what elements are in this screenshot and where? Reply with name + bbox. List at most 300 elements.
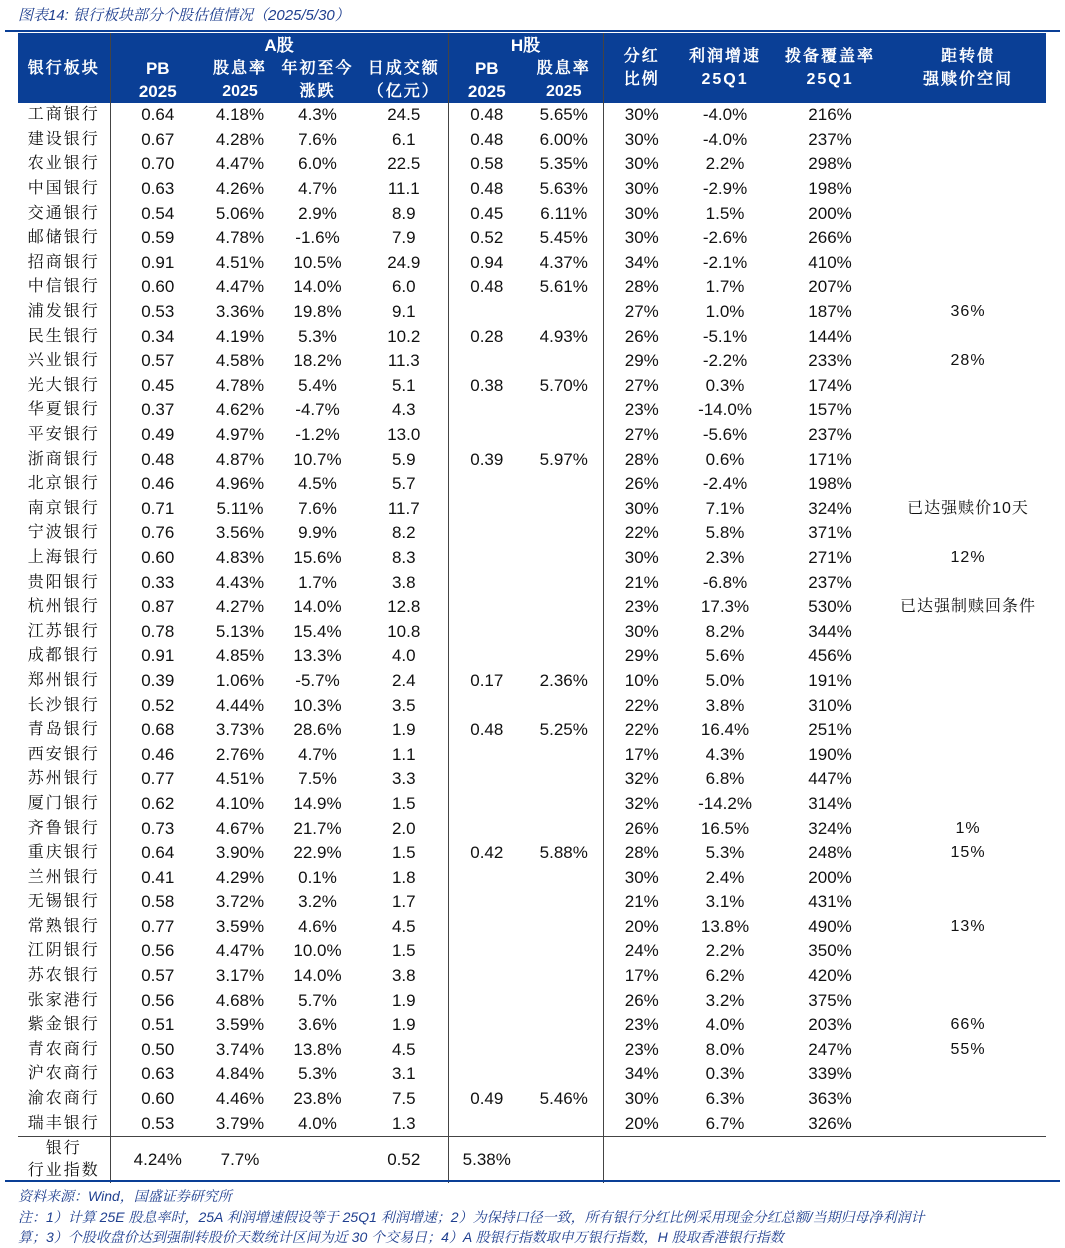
- cell-bank: 交通银行: [18, 201, 110, 226]
- cell-a-div: 4.28%: [215, 129, 265, 149]
- cell-distance: 55%: [950, 1040, 986, 1058]
- cell-bank: 工商银行: [18, 103, 110, 128]
- table-row: [18, 103, 1046, 128]
- cell-a-div: 4.62%: [215, 400, 265, 420]
- summary-payout: [603, 1136, 680, 1183]
- cell-a-ytd: 7.6%: [298, 498, 337, 518]
- cell-payout: 21%: [624, 892, 659, 912]
- cell-profit: -4.0%: [702, 105, 748, 125]
- cell-coverage: 339%: [808, 1064, 852, 1084]
- summary-coverage: [770, 1136, 890, 1183]
- cell-bank: 兴业银行: [18, 349, 110, 374]
- cell-a-div: 4.85%: [215, 646, 265, 666]
- cell-distance: [890, 128, 1046, 153]
- cell-profit: -14.2%: [698, 793, 752, 813]
- cell-payout: 26%: [624, 818, 659, 838]
- cell-h-div: [525, 398, 603, 423]
- cell-bank: 邮储银行: [18, 226, 110, 251]
- cell-bank: 青岛银行: [18, 718, 110, 743]
- cell-profit: 13.8%: [700, 916, 750, 936]
- header-distance: [890, 33, 1046, 103]
- cell-h-div: [525, 767, 603, 792]
- cell-bank: 长沙银行: [18, 693, 110, 718]
- cell-a-div: 2.76%: [215, 744, 265, 764]
- cell-h-pb: [448, 693, 525, 718]
- cell-coverage: 237%: [808, 129, 852, 149]
- cell-distance: [890, 1087, 1046, 1112]
- cell-h-div: 6.00%: [525, 128, 603, 153]
- cell-profit: -2.6%: [702, 228, 748, 248]
- cell-h-div: [525, 546, 603, 571]
- cell-a-ytd: 14.0%: [293, 597, 342, 617]
- cell-bank: 江阴银行: [18, 939, 110, 964]
- cell-a-ytd: 4.0%: [298, 1113, 337, 1133]
- cell-a-ytd: 9.9%: [298, 523, 337, 543]
- cell-a-vol: 4.5: [360, 915, 448, 940]
- table-row: [18, 546, 1046, 571]
- cell-a-ytd: 10.5%: [293, 252, 342, 272]
- header-h-pb-l1: PB: [474, 59, 499, 78]
- cell-h-div: 5.25%: [525, 718, 603, 743]
- cell-coverage: 237%: [808, 425, 852, 445]
- cell-payout: 34%: [624, 252, 659, 272]
- table-row: [18, 128, 1046, 153]
- cell-profit: -2.9%: [702, 179, 748, 199]
- table-row: [18, 792, 1046, 817]
- cell-a-vol: 1.9: [360, 988, 448, 1013]
- cell-a-pb: 0.46: [141, 744, 175, 764]
- table-row: [18, 767, 1046, 792]
- cell-a-div: 3.90%: [215, 843, 265, 863]
- cell-a-pb: 0.76: [141, 523, 175, 543]
- cell-bank: 齐鲁银行: [18, 816, 110, 841]
- cell-h-div: [525, 423, 603, 448]
- cell-a-vol: 12.8: [360, 595, 448, 620]
- cell-payout: 28%: [624, 449, 659, 469]
- cell-payout: 17%: [624, 966, 659, 986]
- cell-a-pb: 0.63: [141, 179, 175, 199]
- cell-profit: -6.8%: [702, 572, 748, 592]
- cell-payout: 30%: [624, 498, 659, 518]
- cell-a-ytd: -4.7%: [295, 400, 340, 420]
- summary-distance: [890, 1136, 1046, 1183]
- cell-a-pb: 0.70: [141, 154, 175, 174]
- cell-a-ytd: 19.8%: [293, 302, 342, 322]
- cell-a-pb: 0.53: [141, 1113, 175, 1133]
- cell-h-pb: [448, 644, 525, 669]
- table-row: [18, 521, 1046, 546]
- cell-coverage: 410%: [808, 252, 852, 272]
- cell-a-ytd: 18.2%: [293, 351, 342, 371]
- table-row: [18, 693, 1046, 718]
- cell-h-div: [525, 939, 603, 964]
- header-a-div: [205, 57, 275, 103]
- cell-a-pb: 0.64: [141, 843, 175, 863]
- cell-payout: 28%: [624, 843, 659, 863]
- cell-h-div: 6.11%: [525, 201, 603, 226]
- cell-h-div: [525, 595, 603, 620]
- table-row: [18, 472, 1046, 497]
- table-row: [18, 177, 1046, 202]
- cell-a-vol: 3.1: [360, 1062, 448, 1087]
- footnote-line-1: 注：1）计算 25E 股息率时，25A 利润增速假设等于 25Q1 利润增速；2）为保持口径一致，所有银行分红比例采用现金分红总额/当期归母净利润计: [18, 1209, 925, 1225]
- cell-bank: 浙商银行: [18, 447, 110, 472]
- cell-distance: [890, 865, 1046, 890]
- cell-profit: 4.3%: [705, 744, 745, 764]
- cell-a-ytd: 6.0%: [298, 154, 337, 174]
- cell-coverage: 248%: [808, 843, 852, 863]
- cell-h-pb: [448, 792, 525, 817]
- cell-profit: -5.6%: [702, 425, 748, 445]
- summary-h-pb: 5.38%: [448, 1136, 525, 1183]
- cell-distance: 66%: [950, 1016, 986, 1034]
- cell-bank: 建设银行: [18, 128, 110, 153]
- cell-a-div: 1.06%: [215, 670, 265, 690]
- cell-a-div: 4.18%: [215, 105, 265, 125]
- cell-payout: 26%: [624, 474, 659, 494]
- cell-payout: 30%: [624, 203, 659, 223]
- cell-a-ytd: 5.3%: [298, 1064, 337, 1084]
- cell-a-pb: 0.37: [141, 400, 175, 420]
- cell-payout: 34%: [624, 1064, 659, 1084]
- summary-label-l1: 银行: [45, 1139, 82, 1157]
- cell-a-vol: 2.4: [360, 669, 448, 694]
- header-distance-l1: 距转债: [941, 48, 996, 65]
- cell-a-pb: 0.39: [141, 670, 175, 690]
- cell-bank: 厦门银行: [18, 792, 110, 817]
- cell-a-ytd: 14.0%: [293, 966, 342, 986]
- cell-coverage: 456%: [808, 646, 852, 666]
- cell-coverage: 490%: [808, 916, 852, 936]
- cell-distance: [890, 718, 1046, 743]
- summary-label-l2: 行业指数: [27, 1161, 100, 1179]
- table-row: [18, 915, 1046, 940]
- cell-a-pb: 0.57: [141, 966, 175, 986]
- cell-h-div: [525, 497, 603, 522]
- cell-coverage: 174%: [808, 375, 852, 395]
- cell-h-div: [525, 472, 603, 497]
- cell-coverage: 187%: [808, 302, 852, 322]
- cell-a-pb: 0.46: [141, 474, 175, 494]
- summary-label: [18, 1136, 110, 1183]
- cell-h-div: 5.35%: [525, 152, 603, 177]
- table-row: [18, 152, 1046, 177]
- cell-a-ytd: 10.7%: [293, 449, 342, 469]
- cell-h-pb: [448, 472, 525, 497]
- cell-h-div: [525, 890, 603, 915]
- cell-h-pb: 0.58: [470, 154, 504, 174]
- cell-distance: [890, 152, 1046, 177]
- cell-a-ytd: 10.3%: [293, 695, 342, 715]
- cell-distance: [890, 275, 1046, 300]
- table-row: [18, 742, 1046, 767]
- cell-payout: 23%: [624, 597, 659, 617]
- cell-a-div: 4.51%: [215, 252, 265, 272]
- cell-a-div: 3.72%: [215, 892, 265, 912]
- cell-a-ytd: 4.7%: [298, 179, 337, 199]
- cell-payout: 30%: [624, 179, 659, 199]
- cell-a-div: 4.87%: [215, 449, 265, 469]
- cell-distance: 15%: [950, 844, 986, 862]
- cell-payout: 30%: [624, 154, 659, 174]
- cell-coverage: 200%: [808, 203, 852, 223]
- cell-coverage: 200%: [808, 867, 852, 887]
- cell-profit: 1.5%: [705, 203, 745, 223]
- cell-distance: [890, 1062, 1046, 1087]
- cell-coverage: 530%: [808, 597, 852, 617]
- cell-bank: 浦发银行: [18, 300, 110, 325]
- cell-h-pb: [448, 865, 525, 890]
- cell-profit: -5.1%: [702, 326, 748, 346]
- header-a-ytd: [275, 57, 360, 103]
- cell-bank: 张家港行: [18, 988, 110, 1013]
- cell-payout: 23%: [624, 400, 659, 420]
- cell-payout: 27%: [624, 375, 659, 395]
- cell-h-pb: [448, 349, 525, 374]
- cell-coverage: 326%: [808, 1113, 852, 1133]
- cell-bank: 沪农商行: [18, 1062, 110, 1087]
- cell-h-div: 5.63%: [525, 177, 603, 202]
- cell-a-ytd: 4.7%: [298, 744, 337, 764]
- cell-a-vol: 10.2: [360, 324, 448, 349]
- cell-a-vol: 1.5: [360, 939, 448, 964]
- summary-a-vol: 0.52: [360, 1136, 448, 1183]
- cell-h-div: [525, 521, 603, 546]
- cell-a-div: 4.29%: [215, 867, 265, 887]
- cell-bank: 苏州银行: [18, 767, 110, 792]
- table-row: [18, 644, 1046, 669]
- cell-profit: 5.3%: [705, 843, 745, 863]
- cell-profit: -2.1%: [702, 252, 748, 272]
- cell-bank: 南京银行: [18, 497, 110, 522]
- table-row: [18, 595, 1046, 620]
- cell-a-vol: 8.3: [360, 546, 448, 571]
- cell-bank: 苏农银行: [18, 964, 110, 989]
- header-h-div-l1: 股息率: [536, 60, 591, 77]
- cell-distance: [890, 988, 1046, 1013]
- header-a-pb: [110, 57, 205, 103]
- cell-profit: -2.2%: [702, 351, 748, 371]
- cell-a-pb: 0.45: [141, 375, 175, 395]
- cell-a-ytd: 10.0%: [293, 941, 342, 961]
- cell-payout: 22%: [624, 523, 659, 543]
- cell-profit: -2.4%: [702, 474, 748, 494]
- cell-h-div: 5.61%: [525, 275, 603, 300]
- cell-h-div: [525, 619, 603, 644]
- cell-distance: [890, 742, 1046, 767]
- cell-bank: 西安银行: [18, 742, 110, 767]
- cell-bank: 兰州银行: [18, 865, 110, 890]
- cell-profit: 6.7%: [705, 1113, 745, 1133]
- cell-h-pb: 0.42: [470, 843, 504, 863]
- cell-payout: 20%: [624, 916, 659, 936]
- cell-coverage: 203%: [808, 1015, 852, 1035]
- cell-bank: 杭州银行: [18, 595, 110, 620]
- summary-row: [18, 1136, 1046, 1183]
- cell-profit: 1.7%: [705, 277, 745, 297]
- cell-a-vol: 7.9: [360, 226, 448, 251]
- table-row: [18, 841, 1046, 866]
- cell-a-pb: 0.62: [141, 793, 175, 813]
- cell-payout: 28%: [624, 277, 659, 297]
- cell-payout: 29%: [624, 646, 659, 666]
- table-row: [18, 423, 1046, 448]
- header-h-share: H股: [448, 33, 603, 57]
- cell-h-div: [525, 742, 603, 767]
- cell-bank: 青农商行: [18, 1038, 110, 1063]
- cell-payout: 20%: [624, 1113, 659, 1133]
- cell-payout: 10%: [624, 670, 659, 690]
- cell-payout: 27%: [624, 302, 659, 322]
- table-row: [18, 1038, 1046, 1063]
- cell-a-pb: 0.60: [141, 1089, 175, 1109]
- cell-h-pb: [448, 816, 525, 841]
- cell-a-ytd: 4.3%: [298, 105, 337, 125]
- cell-h-pb: [448, 1038, 525, 1063]
- table-row: [18, 374, 1046, 399]
- cell-coverage: 324%: [808, 818, 852, 838]
- cell-a-div: 3.17%: [215, 966, 265, 986]
- cell-h-div: [525, 570, 603, 595]
- cell-distance: [890, 619, 1046, 644]
- header-a-vol-l1: 日成交额: [367, 60, 440, 77]
- cell-a-pb: 0.73: [141, 818, 175, 838]
- cell-distance: [890, 398, 1046, 423]
- source-note: 资料来源：Wind，国盛证券研究所: [18, 1188, 232, 1204]
- table-row: [18, 251, 1046, 276]
- cell-bank: 北京银行: [18, 472, 110, 497]
- cell-payout: 27%: [624, 425, 659, 445]
- cell-payout: 30%: [624, 228, 659, 248]
- cell-a-ytd: 5.4%: [298, 375, 337, 395]
- cell-h-pb: [448, 398, 525, 423]
- cell-bank: 无锡银行: [18, 890, 110, 915]
- cell-a-ytd: 3.6%: [298, 1015, 337, 1035]
- header-coverage-l1: 拨备覆盖率: [785, 48, 876, 65]
- cell-h-pb: [448, 988, 525, 1013]
- table-row: [18, 718, 1046, 743]
- header-a-div-l1: 股息率: [212, 60, 267, 77]
- cell-profit: 5.0%: [705, 670, 745, 690]
- cell-bank: 华夏银行: [18, 398, 110, 423]
- cell-a-div: 3.79%: [215, 1113, 265, 1133]
- cell-a-div: 3.74%: [215, 1039, 265, 1059]
- cell-distance: [890, 251, 1046, 276]
- cell-a-ytd: 5.7%: [298, 990, 337, 1010]
- cell-distance: [890, 423, 1046, 448]
- cell-a-vol: 6.0: [360, 275, 448, 300]
- header-coverage-l2: 25Q1: [806, 71, 854, 88]
- cell-distance: [890, 669, 1046, 694]
- cell-bank: 中信银行: [18, 275, 110, 300]
- cell-h-div: [525, 300, 603, 325]
- cell-payout: 23%: [624, 1039, 659, 1059]
- cell-payout: 21%: [624, 572, 659, 592]
- cell-a-vol: 1.7: [360, 890, 448, 915]
- cell-distance: [890, 447, 1046, 472]
- cell-h-div: 2.36%: [525, 669, 603, 694]
- cell-a-div: 5.11%: [216, 498, 264, 518]
- cell-coverage: 310%: [808, 695, 852, 715]
- cell-profit: 6.3%: [705, 1089, 745, 1109]
- cell-a-pb: 0.57: [141, 351, 175, 371]
- cell-a-vol: 4.5: [360, 1038, 448, 1063]
- cell-a-div: 4.46%: [215, 1089, 265, 1109]
- cell-a-ytd: 4.6%: [298, 916, 337, 936]
- cell-coverage: 251%: [808, 720, 852, 740]
- cell-coverage: 191%: [808, 670, 852, 690]
- cell-a-pb: 0.91: [141, 646, 175, 666]
- cell-a-pb: 0.60: [141, 547, 175, 567]
- cell-a-vol: 24.5: [360, 103, 448, 128]
- table-row: [18, 226, 1046, 251]
- cell-a-pb: 0.87: [141, 597, 175, 617]
- cell-bank: 招商银行: [18, 251, 110, 276]
- cell-bank: 紫金银行: [18, 1013, 110, 1038]
- cell-a-div: 4.78%: [215, 375, 265, 395]
- cell-distance: 28%: [950, 352, 986, 370]
- cell-a-vol: 1.8: [360, 865, 448, 890]
- cell-a-div: 4.10%: [215, 793, 265, 813]
- cell-a-div: 4.84%: [215, 1064, 265, 1084]
- cell-distance: 12%: [950, 548, 986, 566]
- cell-h-div: [525, 1062, 603, 1087]
- cell-distance: [890, 939, 1046, 964]
- cell-a-ytd: 21.7%: [293, 818, 342, 838]
- cell-a-pb: 0.48: [141, 449, 175, 469]
- table-row: [18, 447, 1046, 472]
- cell-a-pb: 0.51: [141, 1015, 175, 1035]
- header-payout: [603, 33, 680, 103]
- cell-a-pb: 0.78: [141, 621, 175, 641]
- cell-a-ytd: -1.2%: [295, 425, 340, 445]
- header-a-vol: [360, 57, 448, 103]
- cell-profit: 5.6%: [705, 646, 745, 666]
- cell-a-div: 3.36%: [215, 302, 265, 322]
- cell-a-ytd: 0.1%: [298, 867, 337, 887]
- table-row: [18, 964, 1046, 989]
- cell-h-div: [525, 693, 603, 718]
- cell-h-pb: [448, 915, 525, 940]
- header-a-div-l2: 2025: [222, 83, 258, 100]
- cell-a-vol: 7.5: [360, 1087, 448, 1112]
- cell-a-div: 4.83%: [215, 547, 265, 567]
- cell-profit: 16.4%: [700, 720, 750, 740]
- table-row: [18, 398, 1046, 423]
- cell-a-div: 3.73%: [215, 720, 265, 740]
- cell-bank: 重庆银行: [18, 841, 110, 866]
- cell-profit: 0.3%: [705, 1064, 745, 1084]
- cell-distance: [890, 226, 1046, 251]
- cell-h-pb: [448, 546, 525, 571]
- cell-a-div: 4.47%: [215, 154, 265, 174]
- table-row: [18, 890, 1046, 915]
- header-profit: [680, 33, 770, 103]
- header-a-pb-l2: 2025: [138, 82, 177, 101]
- cell-h-pb: [448, 570, 525, 595]
- cell-h-pb: [448, 742, 525, 767]
- cell-h-pb: [448, 1062, 525, 1087]
- header-h-pb: [448, 57, 525, 103]
- cell-coverage: 171%: [808, 449, 852, 469]
- figure-title: 图表14: 银行板块部分个股估值情况（2025/5/30）: [18, 7, 350, 24]
- header-a-share: A股: [110, 33, 448, 57]
- table-body: [18, 103, 1046, 1183]
- cell-profit: 0.3%: [705, 375, 745, 395]
- cell-bank: 郑州银行: [18, 669, 110, 694]
- cell-profit: 0.6%: [705, 449, 745, 469]
- cell-h-pb: 0.28: [470, 326, 504, 346]
